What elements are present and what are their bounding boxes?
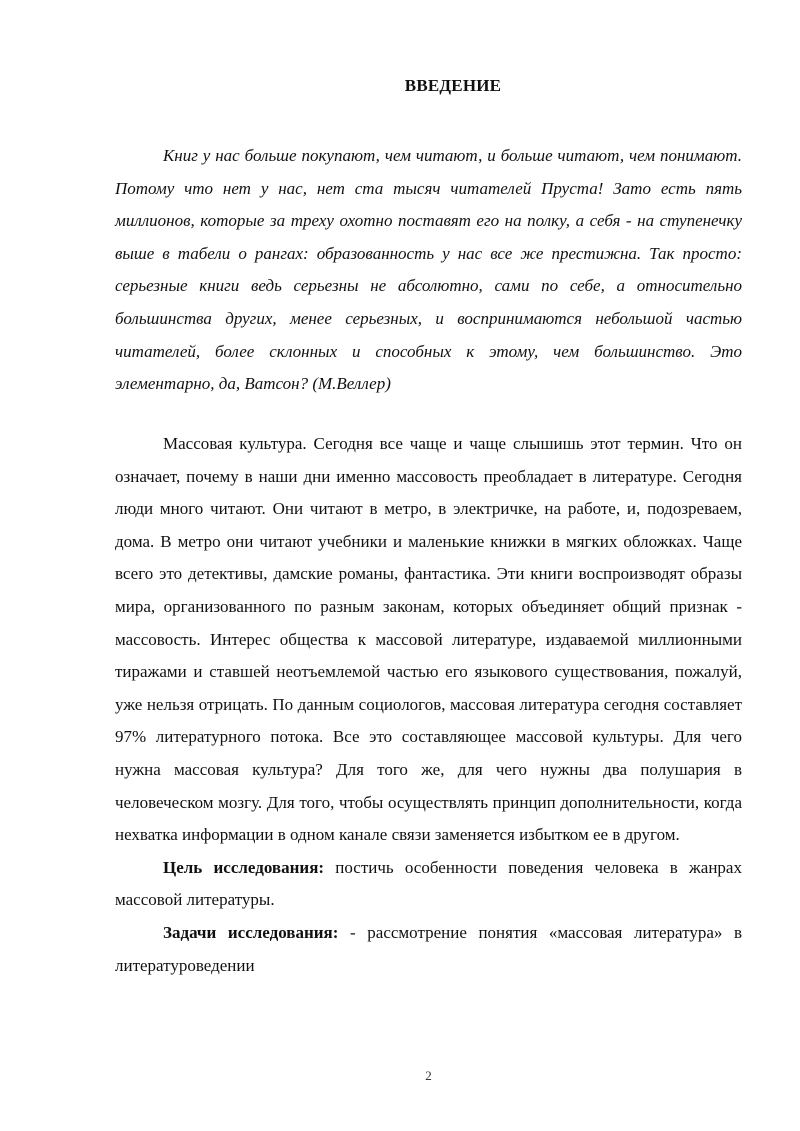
paragraph-mass-culture: Массовая культура. Сегодня все чаще и чаще слышишь этот термин. Что он означает, почему в наши дни именно массовость преобладает в литературе. Сегодня люди много читают. Они читают в метро, в электричке, на работе, и, подозреваем, дома. В метро они читают учебники и маленькие книжки в мягких обложках. Чаще всего это детективы, дамские романы, фантастика. Эти книги воспроизводят образы мира, организованного по разным законам, которых объединяет общий признак - массовость. Интерес общества к массовой литературе, издаваемой миллионными тиражами и ставшей неотъемлемой частью его языкового существования, пожалуй, уже нельзя отрицать. По данным социологов, массовая литература сегодня составляет 97% литературного потока. Все это составляющее массовой культуры. Для чего нужна массовая культура? Для того же, для чего нужны два полушария в человеческом мозгу. Для того, чтобы осуществлять принцип дополнительности, когда нехватка информации в одном канале связи заменяется избытком ее в другом. [115, 434, 742, 845]
tasks-label: Задачи исследования: [163, 922, 339, 942]
paragraph-goal [115, 852, 742, 917]
tasks-text: - рассмотрение понятия «массовая литература» в литературоведении [115, 922, 742, 975]
goal-text: постичь особенности поведения человека в жанрах массовой литературы. [115, 857, 742, 910]
epigraph: Книг у нас больше покупают, чем читают, и больше читают, чем понимают. Потому что нет у нас, нет ста тысяч читателей Пруста! Зато есть пять миллионов, которые за треху охотно поставят его на полку, а себя - на ступенечку выше в табели о рангах: образованность у нас все же престижна. Так просто: серьезные книги ведь серьезны не абсолютно, сами по себе, а относительно большинства других, менее серьезных, и воспринимаются небольшой частью читателей, более склонных и способных к этому, чем большинство. Это элементарно, да, Ватсон? (М.Веллер) [115, 146, 742, 394]
page-title: ВВЕДЕНИЕ [404, 76, 502, 95]
page-number: 2 [425, 1068, 432, 1083]
body-text [115, 428, 742, 982]
goal-label: Цель исследования: [163, 857, 325, 877]
paragraph-tasks [115, 917, 742, 982]
